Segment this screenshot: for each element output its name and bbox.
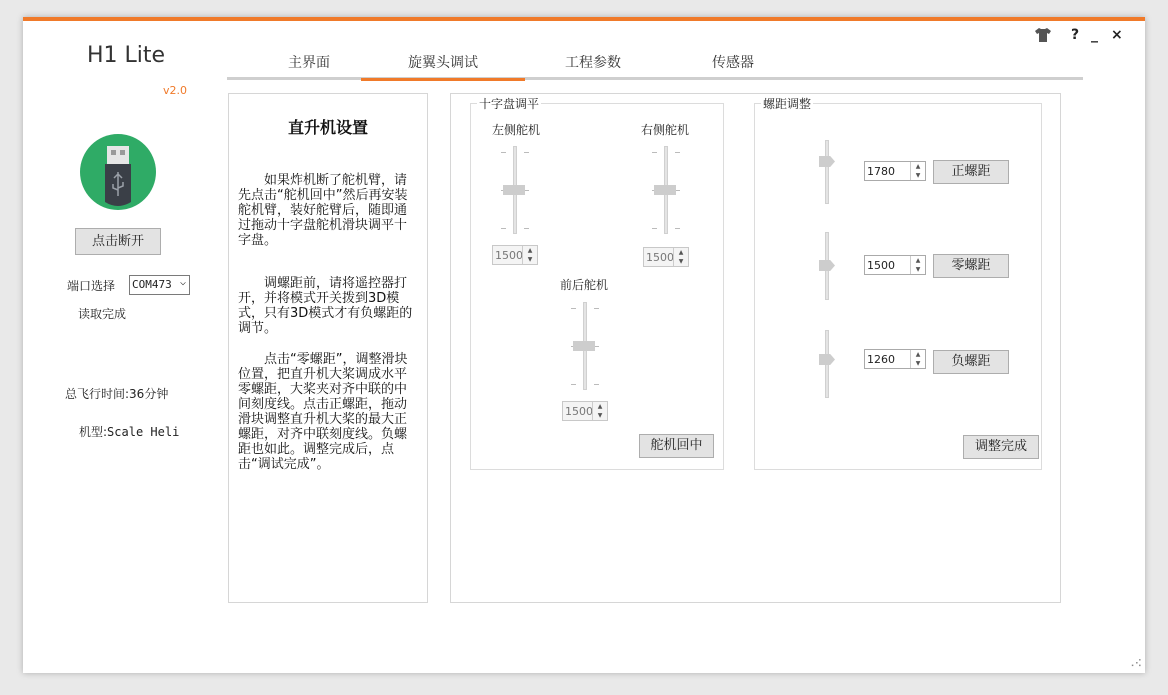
right-servo-value: 1500: [646, 251, 674, 264]
instructions-paragraph-1: 如果炸机断了舵机臂，请先点击“舵机回中”然后再安装舵机臂，装好舵臂后，随即通过拖动十字盘舵机滑块调平十字盘。: [238, 173, 408, 248]
adjust-done-button[interactable]: 调整完成: [963, 435, 1039, 459]
zero-pitch-button[interactable]: 零螺距: [933, 254, 1009, 278]
close-icon[interactable]: ×: [1111, 27, 1123, 43]
rear-servo-label: 前后舵机: [560, 278, 609, 292]
tab-parameters[interactable]: 工程参数: [565, 55, 621, 71]
negative-pitch-spinbox[interactable]: [864, 349, 926, 369]
left-servo-spinbox[interactable]: [492, 245, 538, 265]
swash-group-title: 十字盘调平: [479, 97, 540, 111]
right-servo-thumb[interactable]: [654, 185, 676, 195]
instructions-title: 直升机设置: [287, 118, 368, 137]
app-version: v2.0: [163, 84, 188, 97]
tab-sensor[interactable]: 传感器: [712, 55, 754, 71]
spin-down-icon[interactable]: ▼: [915, 172, 921, 179]
right-servo-slider[interactable]: [654, 146, 678, 234]
left-servo-thumb[interactable]: [503, 185, 525, 195]
left-servo-value: 1500: [495, 249, 523, 262]
disconnect-button[interactable]: 点击断开: [75, 228, 161, 255]
negative-pitch-button[interactable]: 负螺距: [933, 350, 1009, 374]
spin-up-icon[interactable]: ▲: [527, 247, 533, 254]
model-info: [79, 423, 179, 440]
negative-pitch-slider[interactable]: [819, 330, 847, 398]
tab-main[interactable]: 主界面: [288, 55, 330, 71]
spin-down-icon[interactable]: ▼: [915, 360, 921, 367]
zero-pitch-thumb[interactable]: [819, 260, 835, 271]
pitch-group: [754, 97, 1042, 470]
resize-grip-icon[interactable]: ⠠⠪: [1127, 659, 1142, 670]
positive-pitch-button[interactable]: 正螺距: [933, 160, 1009, 184]
tab-rotor-head[interactable]: 旋翼头调试: [361, 52, 525, 81]
zero-pitch-value: 1500: [867, 259, 895, 272]
negative-pitch-thumb[interactable]: [819, 354, 835, 365]
rear-servo-spinbox[interactable]: [562, 401, 608, 421]
negative-pitch-value: 1260: [867, 353, 895, 366]
positive-pitch-value: 1780: [867, 165, 895, 178]
spin-down-icon[interactable]: ▼: [915, 266, 921, 273]
port-value: COM473: [132, 278, 172, 291]
instructions-paragraph-2: 调螺距前，请将遥控器打开，并将模式开关拨到3D模式，只有3D模式才有负螺距的调节。: [238, 276, 413, 336]
swash-group: [470, 97, 724, 470]
help-icon[interactable]: ?: [1071, 27, 1080, 43]
positive-pitch-thumb[interactable]: [819, 156, 835, 167]
port-label: 端口选择: [67, 279, 116, 293]
left-servo-label: 左侧舵机: [492, 123, 541, 137]
right-servo-spinbox[interactable]: [643, 247, 689, 267]
shirt-icon[interactable]: [1035, 28, 1051, 46]
spin-up-icon[interactable]: ▲: [915, 163, 921, 170]
zero-pitch-spinbox[interactable]: [864, 255, 926, 275]
pitch-group-title: 螺距调整: [763, 97, 812, 111]
spin-up-icon[interactable]: ▲: [678, 249, 684, 256]
settings-panel: [450, 93, 1061, 603]
port-select[interactable]: [129, 275, 190, 295]
app-window: [23, 17, 1145, 673]
positive-pitch-spinbox[interactable]: [864, 161, 926, 181]
spin-up-icon[interactable]: ▲: [597, 403, 603, 410]
rear-servo-slider[interactable]: [573, 302, 597, 390]
rear-servo-thumb[interactable]: [573, 341, 595, 351]
tab-bar: [227, 48, 1083, 80]
app-title: H1 Lite: [87, 43, 166, 68]
flight-time: 总飞行时间:36分钟: [65, 387, 169, 401]
usb-icon: [80, 134, 156, 210]
spin-down-icon[interactable]: ▼: [527, 256, 533, 263]
positive-pitch-slider[interactable]: [819, 140, 847, 204]
spin-down-icon[interactable]: ▼: [597, 412, 603, 419]
spin-down-icon[interactable]: ▼: [678, 258, 684, 265]
accent-bar: [23, 17, 1145, 21]
instructions-paragraph-3: 点击“零螺距”，调整滑块位置，把直升机大桨调成水平零螺距，大桨夹对齐中联的中间刻度线。点击正螺距，拖动滑块调整直升机大桨的最大正螺距，对齐中联刻度线。负螺距也如此。调整完成后，点击“调试完成”。: [238, 352, 408, 472]
model-label: 机型:: [79, 425, 108, 439]
model-value: Scale Heli: [107, 425, 180, 439]
chevron-down-icon: ⌵: [179, 277, 186, 288]
read-status: 读取完成: [78, 307, 127, 321]
servo-center-button[interactable]: 舵机回中: [639, 434, 714, 458]
minimize-icon[interactable]: _: [1091, 27, 1098, 43]
right-servo-label: 右侧舵机: [641, 123, 690, 137]
spin-up-icon[interactable]: ▲: [915, 257, 921, 264]
instructions-panel: [228, 93, 428, 603]
rear-servo-value: 1500: [565, 405, 593, 418]
left-servo-slider[interactable]: [503, 146, 527, 234]
spin-up-icon[interactable]: ▲: [915, 351, 921, 358]
zero-pitch-slider[interactable]: [819, 232, 847, 300]
